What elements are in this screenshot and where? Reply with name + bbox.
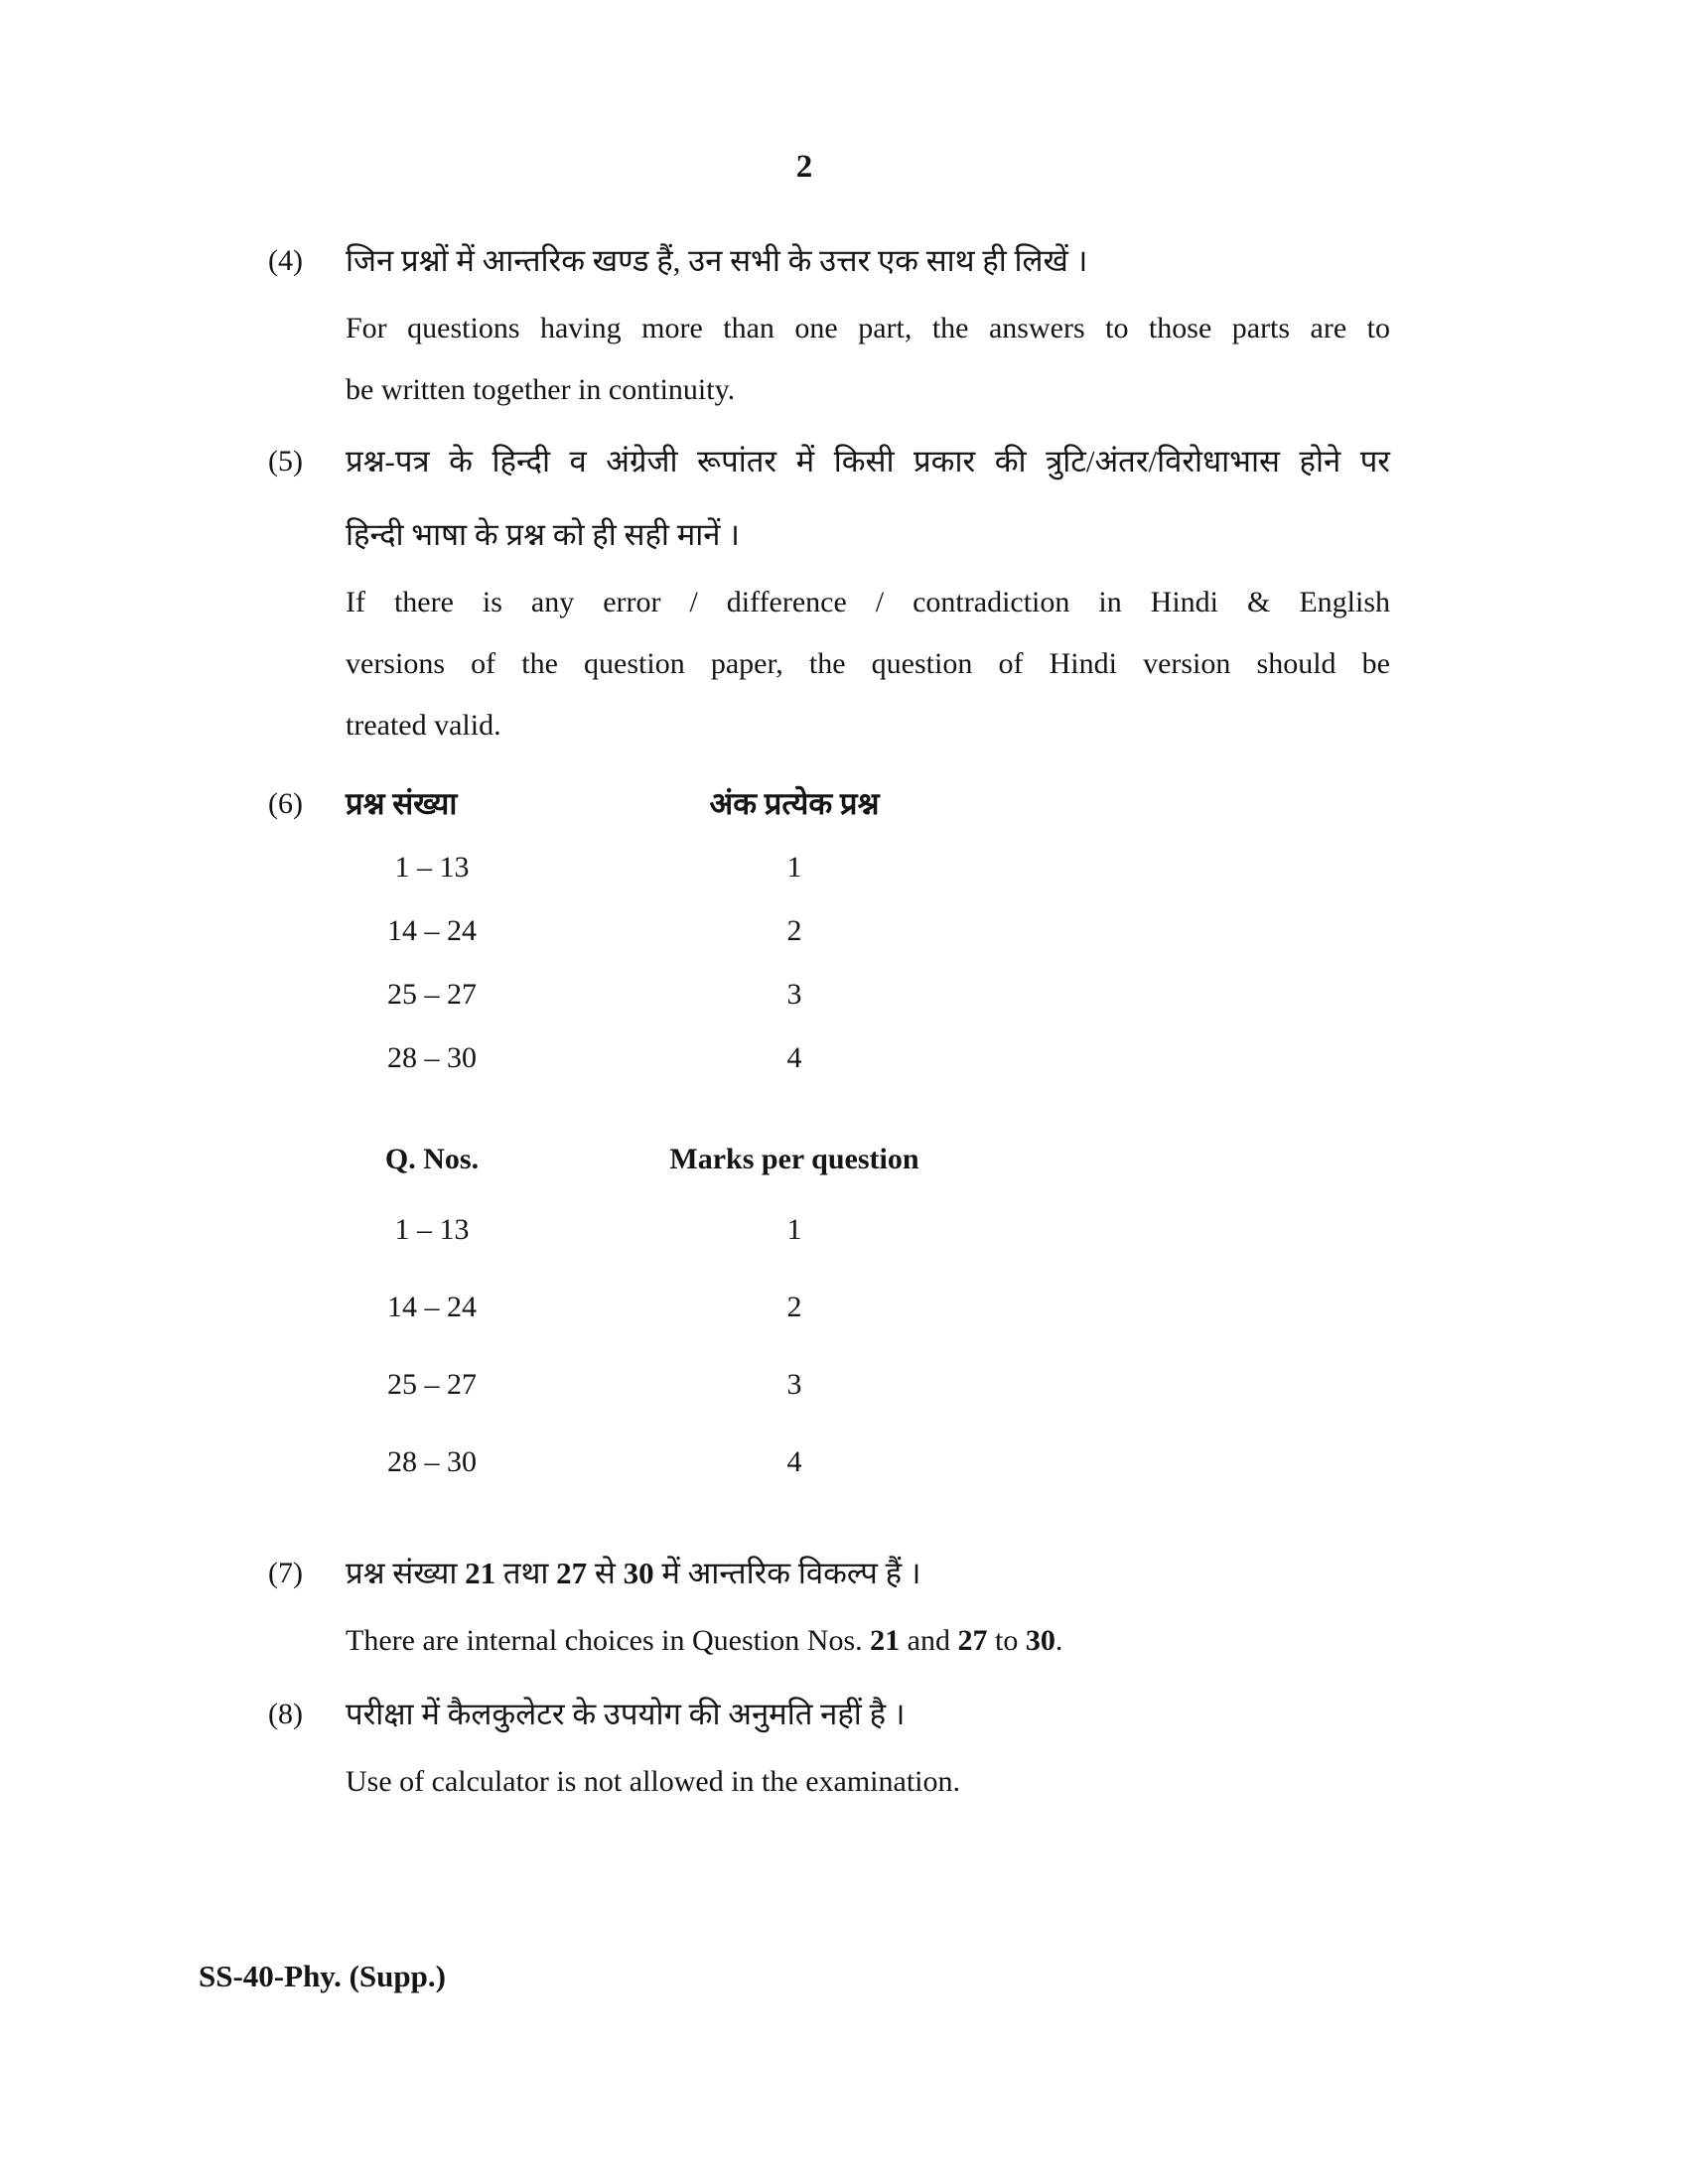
instruction-item-6 bbox=[268, 772, 1390, 1501]
table-row bbox=[346, 1026, 1390, 1090]
marks-cell: 3 bbox=[786, 978, 802, 1011]
qnos-column-header: प्रश्न संख्या bbox=[346, 786, 458, 821]
hindi-text-line: हिन्दी भाषा के प्रश्न को ही सही मानें । bbox=[346, 517, 740, 552]
table-header-row bbox=[346, 772, 1390, 836]
marks-column-header: Marks per question bbox=[669, 1143, 919, 1175]
qnos-cell: 28 – 30 bbox=[387, 1445, 477, 1478]
table-row bbox=[346, 836, 1390, 899]
table-row bbox=[346, 899, 1390, 963]
table-row bbox=[346, 963, 1390, 1026]
item-number: (7) bbox=[268, 1557, 303, 1589]
table-row bbox=[346, 1346, 1390, 1424]
item-body bbox=[346, 1537, 1390, 1672]
english-text-line: If there is any error / difference / contradiction in Hindi & English bbox=[346, 586, 1390, 618]
marks-cell: 4 bbox=[786, 1445, 802, 1478]
marks-table-hindi bbox=[346, 772, 1390, 1090]
hindi-text: परीक्षा में कैलकुलेटर के उपयोग की अनुमति नहीं है । bbox=[346, 1697, 906, 1731]
qnos-cell: 14 – 24 bbox=[387, 914, 477, 947]
marks-cell: 1 bbox=[786, 851, 802, 884]
item-body bbox=[346, 1678, 1390, 1813]
page-number: 2 bbox=[795, 149, 813, 185]
item-number: (8) bbox=[268, 1698, 303, 1730]
qnos-column-header: Q. Nos. bbox=[384, 1143, 480, 1175]
item-number: (5) bbox=[268, 445, 303, 478]
english-text-line: For questions having more than one part, the answers to those parts are to bbox=[346, 312, 1390, 344]
english-text-line: treated valid. bbox=[346, 709, 501, 742]
qnos-cell: 1 – 13 bbox=[394, 851, 470, 884]
instruction-item-4 bbox=[268, 224, 1390, 421]
qnos-cell: 25 – 27 bbox=[387, 978, 477, 1011]
english-text: Use of calculator is not allowed in the examination. bbox=[346, 1765, 960, 1798]
marks-cell: 2 bbox=[786, 1291, 802, 1323]
marks-cell: 1 bbox=[786, 1213, 802, 1246]
instruction-item-7 bbox=[268, 1537, 1390, 1672]
instruction-item-8 bbox=[268, 1678, 1390, 1813]
qnos-cell: 14 – 24 bbox=[387, 1291, 477, 1323]
english-text: There are internal choices in Question Nos. 21 and 27 to 30. bbox=[346, 1624, 1063, 1657]
qnos-cell: 28 – 30 bbox=[387, 1041, 477, 1074]
english-text-line: versions of the question paper, the question of Hindi version should be bbox=[346, 647, 1390, 680]
marks-cell: 2 bbox=[786, 914, 802, 947]
hindi-text: प्रश्न संख्या 21 तथा 27 से 30 में आन्तरिक विकल्प हैं । bbox=[346, 1556, 921, 1590]
qnos-cell: 25 – 27 bbox=[387, 1368, 477, 1401]
hindi-text: जिन प्रश्नों में आन्तरिक खण्ड हैं, उन सभी के उत्तर एक साथ ही लिखें । bbox=[346, 243, 1088, 278]
footer-paper-code: SS-40-Phy. (Supp.) bbox=[199, 1959, 446, 1993]
marks-column-header: अंक प्रत्येक प्रश्न bbox=[709, 786, 880, 821]
table-row bbox=[346, 1424, 1390, 1501]
item-number: (6) bbox=[268, 787, 303, 820]
table-header-row bbox=[346, 1128, 1390, 1191]
marks-cell: 3 bbox=[786, 1368, 802, 1401]
qnos-cell: 1 – 13 bbox=[394, 1213, 470, 1246]
item-body bbox=[346, 425, 1390, 756]
english-text-line: be written together in continuity. bbox=[346, 373, 736, 406]
instructions-list bbox=[268, 224, 1390, 1813]
item-body bbox=[346, 772, 1390, 1501]
marks-table-english bbox=[346, 1128, 1390, 1501]
item-number: (4) bbox=[268, 244, 303, 277]
instruction-item-5 bbox=[268, 425, 1390, 756]
marks-cell: 4 bbox=[786, 1041, 802, 1074]
item-body bbox=[346, 224, 1390, 421]
hindi-text-line: प्रश्न-पत्र के हिन्दी व अंग्रेजी रूपांतर में किसी प्रकार की त्रुटि/अंतर/विरोधाभास होने पर bbox=[346, 444, 1390, 478]
table-row bbox=[346, 1269, 1390, 1346]
table-row bbox=[346, 1191, 1390, 1269]
